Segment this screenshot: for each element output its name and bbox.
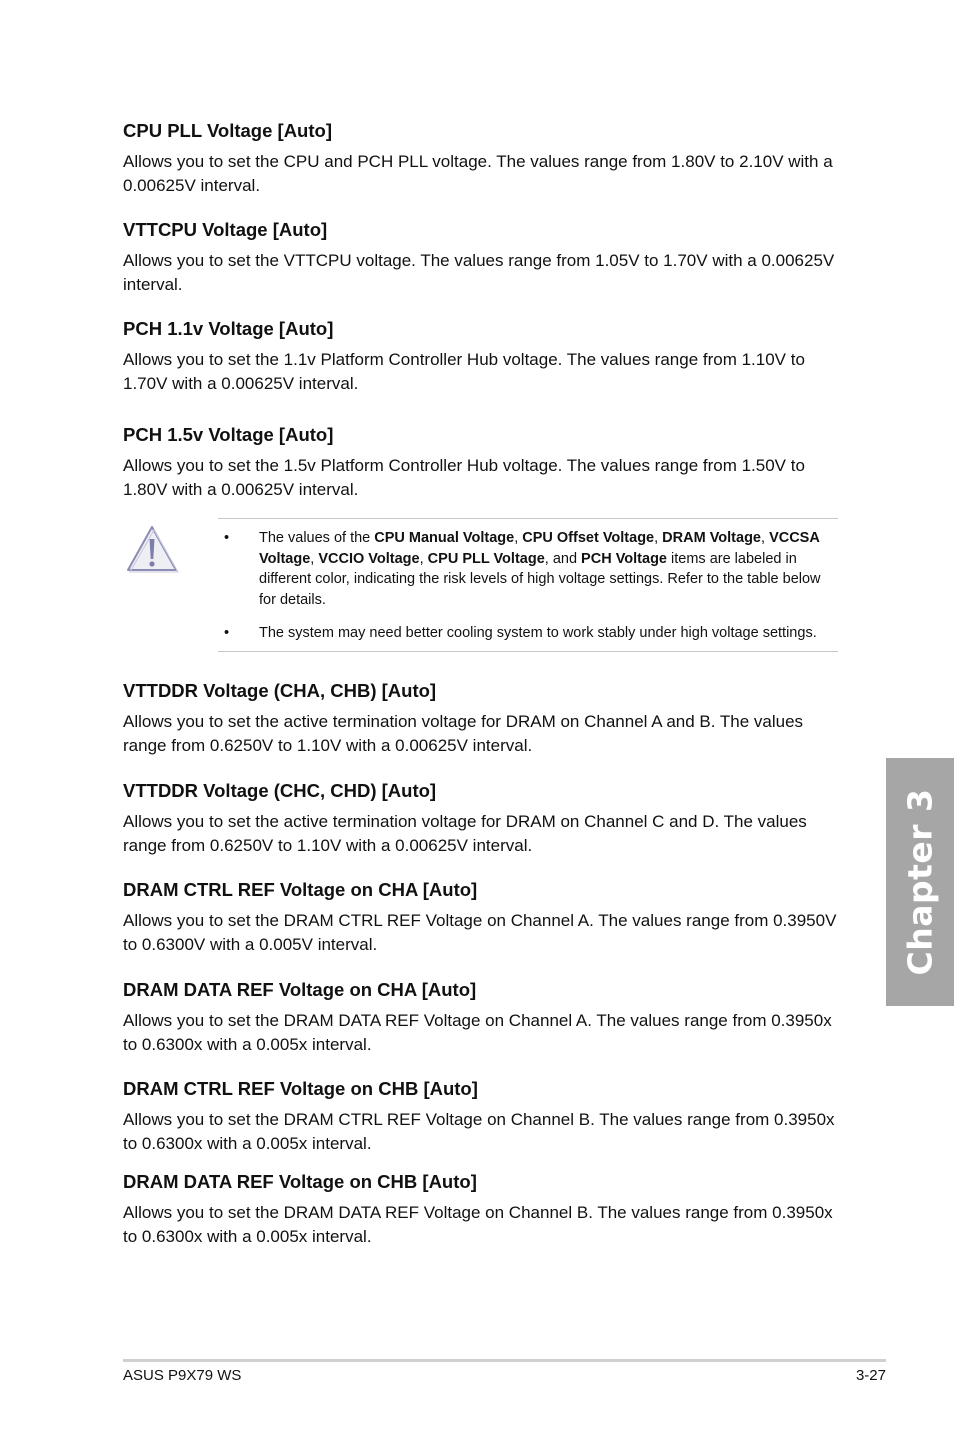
- bullet: •: [224, 530, 230, 546]
- section-dram-ctrl-cha: [123, 879, 838, 979]
- section-vttcpu: [123, 219, 838, 318]
- footer-divider: [123, 1359, 886, 1362]
- section-dram-data-chb: [123, 1171, 838, 1248]
- section-title: VTTDDR Voltage (CHA, CHB) [Auto]: [123, 680, 437, 701]
- section-title: DRAM DATA REF Voltage on CHA [Auto]: [123, 979, 477, 1000]
- section-title: PCH 1.1v Voltage [Auto]: [123, 318, 334, 339]
- section-description: Allows you to set the DRAM CTRL REF Voltage on Channel A. The values range from 0.3950V to 0.6300V with a 0.005V interval.: [123, 911, 837, 954]
- section-vttddr-cd: [123, 780, 838, 879]
- note-bold: VCCIO Voltage: [318, 550, 420, 567]
- note-text: ,: [514, 530, 523, 546]
- note-text: , and: [544, 550, 582, 567]
- bottom-sections: [123, 680, 838, 1248]
- section-title: CPU PLL Voltage [Auto]: [123, 120, 332, 141]
- top-sections: [123, 120, 838, 501]
- note-item: [223, 623, 838, 644]
- section-dram-ctrl-chb: [123, 1078, 838, 1171]
- section-title: DRAM CTRL REF Voltage on CHA [Auto]: [123, 879, 478, 900]
- note-text: ,: [654, 530, 663, 546]
- section-description: Allows you to set the DRAM DATA REF Voltage on Channel A. The values range from 0.3950x to 0.6300x with a 0.005x interval.: [123, 1011, 832, 1054]
- note-text: The system may need better cooling system to work stably under high voltage settings.: [259, 625, 817, 641]
- chapter-label: Chapter 3: [900, 788, 940, 976]
- note-bold: CPU PLL Voltage: [427, 550, 545, 567]
- section-title: DRAM CTRL REF Voltage on CHB [Auto]: [123, 1078, 478, 1099]
- footer-product-name: ASUS P9X79 WS: [123, 1367, 242, 1384]
- note-bold: VCCSA Voltage: [259, 530, 820, 567]
- section-title: VTTCPU Voltage [Auto]: [123, 219, 328, 240]
- section-description: Allows you to set the 1.5v Platform Controller Hub voltage. The values range from 1.50V to 1.80V with a 0.00625V interval.: [123, 456, 805, 499]
- section-title: DRAM DATA REF Voltage on CHB [Auto]: [123, 1171, 477, 1192]
- section-description: Allows you to set the DRAM DATA REF Voltage on Channel B. The values range from 0.3950x to 0.6300x with a 0.005x interval.: [123, 1203, 833, 1246]
- note-bold: CPU Manual Voltage: [374, 530, 515, 546]
- note-bold: CPU Offset Voltage: [522, 530, 655, 546]
- section-description: Allows you to set the CPU and PCH PLL voltage. The values range from 1.80V to 2.10V with a 0.00625V interval.: [123, 152, 833, 195]
- warning-triangle-icon: [125, 524, 179, 574]
- section-description: Allows you to set the DRAM CTRL REF Voltage on Channel B. The values range from 0.3950x to 0.6300x with a 0.005x interval.: [123, 1110, 835, 1153]
- note-text: items are labeled in different color, indicating the risk levels of high voltage settings. Refer to the table below for details.: [259, 550, 821, 608]
- chapter-tab: [886, 758, 954, 1006]
- note-text: ,: [761, 530, 770, 546]
- section-title: PCH 1.5v Voltage [Auto]: [123, 424, 334, 445]
- divider: [218, 518, 838, 519]
- section-description: Allows you to set the active termination voltage for DRAM on Channel C and D. The values range from 0.6250V to 1.10V with a 0.00625V interval.: [123, 812, 807, 855]
- section-pch15: [123, 424, 838, 501]
- note-item: [223, 528, 838, 610]
- note-text: ,: [419, 550, 428, 567]
- note-bold: DRAM Voltage: [662, 530, 761, 546]
- section-cpu-pll: [123, 120, 838, 219]
- section-description: Allows you to set the 1.1v Platform Controller Hub voltage. The values range from 1.10V to 1.70V with a 0.00625V interval.: [123, 350, 805, 393]
- section-vttddr-ab: [123, 680, 838, 780]
- note-text: ,: [310, 550, 319, 567]
- section-description: Allows you to set the active termination voltage for DRAM on Channel A and B. The values range from 0.6250V to 1.10V with a 0.00625V interval.: [123, 712, 804, 755]
- section-dram-data-cha: [123, 979, 838, 1078]
- warning-note: [123, 518, 838, 652]
- section-title: VTTDDR Voltage (CHC, CHD) [Auto]: [123, 780, 437, 801]
- note-text: The values of the: [259, 530, 375, 546]
- bullet: •: [224, 625, 230, 641]
- note-list: [223, 528, 838, 657]
- section-pch11: [123, 318, 838, 424]
- section-description: Allows you to set the VTTCPU voltage. The values range from 1.05V to 1.70V with a 0.00625V interval.: [123, 251, 835, 294]
- footer-page-number: 3-27: [855, 1367, 886, 1384]
- note-bold: PCH Voltage: [581, 550, 667, 567]
- divider: [218, 651, 838, 652]
